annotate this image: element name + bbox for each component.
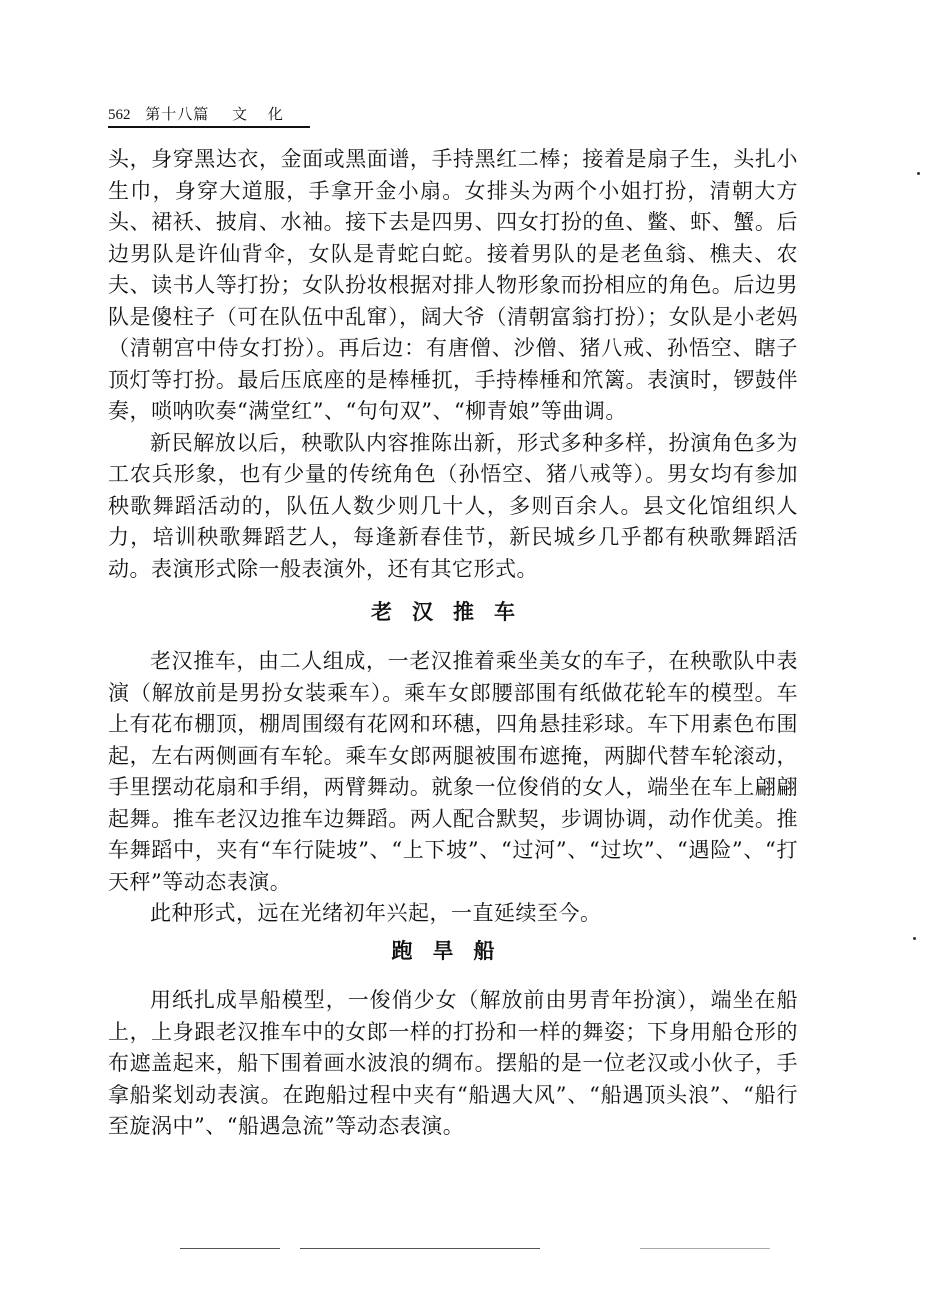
scan-speck [913,937,916,940]
section-laohan-tuiche-body [108,646,798,930]
scan-artifact-line [180,1248,280,1249]
page-number: 562 [108,107,131,123]
section-title-pao-hanchuan: 跑旱船 [391,939,515,963]
paragraph: 老汉推车，由二人组成，一老汉推着乘坐美女的车子，在秧歌队中表演（解放前是男扮女装乘车）。乘车女郎腰部围有纸做花轮车的模型。车上有花布棚顶，棚周围缀有花网和环穗，四角悬挂彩球。车下用素色布围起，左右两侧画有车轮。乘车女郎两腿被围布遮掩，两脚代替车轮滚动，手里摆动花扇和手绢，两臂舞动。就象一位俊俏的女人，端坐在车上翩翩起舞。推车老汉边推车边舞蹈。两人配合默契，步调协调，动作优美。推车舞蹈中，夹有“车行陡坡”、“上下坡”、“过河”、“过坎”、“遇险”、“打天秤”等动态表演。 [108,649,798,894]
scan-artifact-line [640,1248,770,1249]
paragraph: 此种形式，远在光绪初年兴起，一直延续至今。 [150,901,602,925]
paragraph: 新民解放以后，秧歌队内容推陈出新，形式多种多样，扮演角色多为工农兵形象，也有少量的传统角色（孙悟空、猪八戒等）。男女均有参加秧歌舞蹈活动的，队伍人数少则几十人，多则百余人。县文化馆组织人力，培训秧歌舞蹈艺人，每逢新春佳节，新民城乡几乎都有秧歌舞蹈活动。表演形式除一般表演外，还有其它形式。 [108,430,798,581]
intro-text-block [108,144,798,585]
page-header [108,104,310,128]
chapter-title: 文 化 [232,105,291,123]
section-pao-hanchuan-body [108,985,798,1143]
scan-speck [917,172,920,175]
chapter-label: 第十八篇 [145,105,210,123]
section-title-laohan-tuiche: 老汉推车 [371,600,535,624]
paragraph-continued: 头，身穿黑达衣，金面或黑面谱，手持黑红二棒；接着是扇子生，头扎小生巾，身穿大道服，手拿开金小扇。女排头为两个小姐打扮，清朝大方头、裙袄、披肩、水袖。接下去是四男、四女打扮的鱼、鳖、虾、蟹。后边男队是许仙背伞，女队是青蛇白蛇。接着男队的是老鱼翁、樵夫、农夫、读书人等打扮；女队扮妆根据对排人物形象而扮相应的角色。后边男队是傻柱子（可在队伍中乱窜），阔大爷（清朝富翁打扮）；女队是小老妈（清朝宫中侍女打扮）。再后边：有唐僧、沙僧、猪八戒、孙悟空、瞎子顶灯等打扮。最后压底座的是棒棰扤，手持棒棰和笊篱。表演时，锣鼓伴奏，唢呐吹奏“满堂红”、“句句双”、“柳青娘”等曲调。 [108,147,798,423]
scan-artifact-line [300,1248,540,1249]
paragraph: 用纸扎成旱船模型，一俊俏少女（解放前由男青年扮演），端坐在船上，上身跟老汉推车中的女郎一样的打扮和一样的舞姿；下身用船仓形的布遮盖起来，船下围着画水波浪的绸布。摆船的是一位老汉或小伙子，手拿船桨划动表演。在跑船过程中夹有“船遇大风”、“船遇顶头浪”、“船行至旋涡中”、“船遇急流”等动态表演。 [108,988,798,1138]
